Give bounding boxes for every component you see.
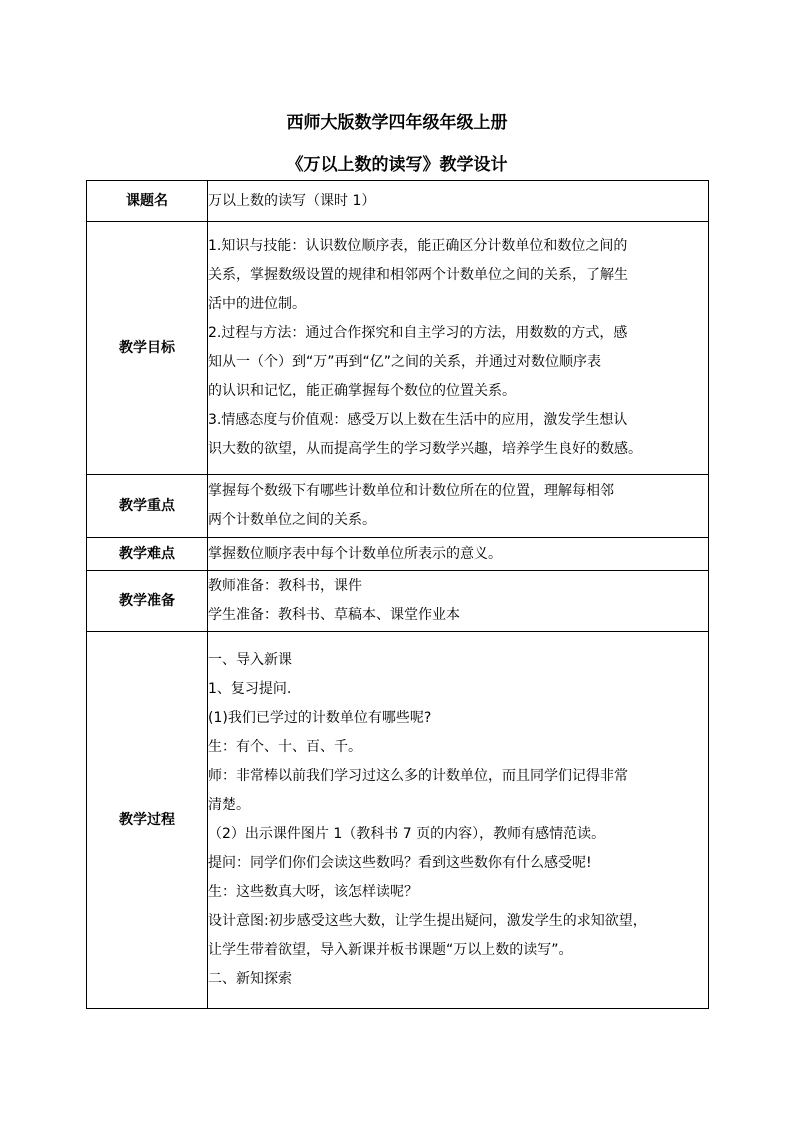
process-line: 设计意图:初步感受这些大数，让学生提出疑问，激发学生的求知欲望， <box>208 913 647 929</box>
key-points-line: 掌握每个数级下有哪些计数单位和计数位所在的位置，理解每相邻 <box>208 483 614 499</box>
process-line: 清楚。 <box>208 797 250 813</box>
lesson-plan-table <box>86 180 709 1009</box>
table-row-preparation <box>87 571 709 632</box>
process-label: 教学过程 <box>87 632 208 1009</box>
objectives-line: 识大数的欲望，从而提高学生的学习数学兴趣，培养学生良好的数感。 <box>208 441 642 457</box>
objectives-line: 活中的进位制。 <box>208 296 306 312</box>
process-line: 一、导入新课 <box>208 652 292 668</box>
table-row-difficulties <box>87 538 709 571</box>
table-row-process <box>87 632 709 1009</box>
difficulties-value: 掌握数位顺序表中每个计数单位所表示的意义。 <box>208 538 709 571</box>
process-line: 生：这些数真大呀，该怎样读呢？ <box>208 884 418 900</box>
topic-value: 万以上数的读写（课时 1） <box>208 181 709 222</box>
preparation-content <box>208 571 709 632</box>
objectives-line: 关系，掌握数级设置的规律和相邻两个计数单位之间的关系，了解生 <box>208 267 628 283</box>
process-line: 提问：同学们你们会读这些数吗？看到这些数你有什么感受呢! <box>208 855 592 871</box>
process-line: (1)我们已学过的计数单位有哪些呢? <box>208 710 432 726</box>
process-line: 师：非常棒以前我们学习过这么多的计数单位，而且同学们记得非常 <box>208 768 628 784</box>
difficulties-label: 教学难点 <box>87 538 208 571</box>
process-line: 1、复习提问. <box>208 681 292 697</box>
process-content <box>208 632 709 1009</box>
preparation-line: 教师准备：教科书，课件 <box>208 578 362 594</box>
key-points-line: 两个计数单位之间的关系。 <box>208 512 376 528</box>
process-line: 让学生带着欲望，导入新课并板书课题“万以上数的读写”。 <box>208 942 573 958</box>
preparation-label: 教学准备 <box>87 571 208 632</box>
preparation-line: 学生准备：教科书、草稿本、课堂作业本 <box>208 607 460 623</box>
document-subtitle: 《万以上数的读写》教学设计 <box>286 155 508 175</box>
objectives-label: 教学目标 <box>87 222 208 475</box>
objectives-line: 1.知识与技能：认识数位顺序表，能正确区分计数单位和数位之间的 <box>208 238 628 254</box>
process-line: （2）出示课件图片 1（教科书 7 页的内容），教师有感情范读。 <box>208 826 606 842</box>
key-points-content <box>208 475 709 538</box>
objectives-line: 的认识和记忆，能正确掌握每个数位的位置关系。 <box>208 383 516 399</box>
table-row-objectives <box>87 222 709 475</box>
document-title: 西师大版数学四年级年级上册 <box>286 113 508 133</box>
process-line: 二、新知探索 <box>208 971 292 987</box>
topic-label: 课题名 <box>87 181 208 222</box>
key-points-label: 教学重点 <box>87 475 208 538</box>
table-row-key-points <box>87 475 709 538</box>
objectives-line: 3.情感态度与价值观：感受万以上数在生活中的应用，激发学生想认 <box>208 412 628 428</box>
table-row-topic <box>87 181 709 222</box>
objectives-content <box>208 222 709 475</box>
process-line: 生：有个、十、百、千。 <box>208 739 362 755</box>
objectives-line: 知从一（个）到“万”再到“亿”之间的关系，并通过对数位顺序表 <box>208 354 602 370</box>
objectives-line: 2.过程与方法：通过合作探究和自主学习的方法，用数数的方式，感 <box>208 325 628 341</box>
